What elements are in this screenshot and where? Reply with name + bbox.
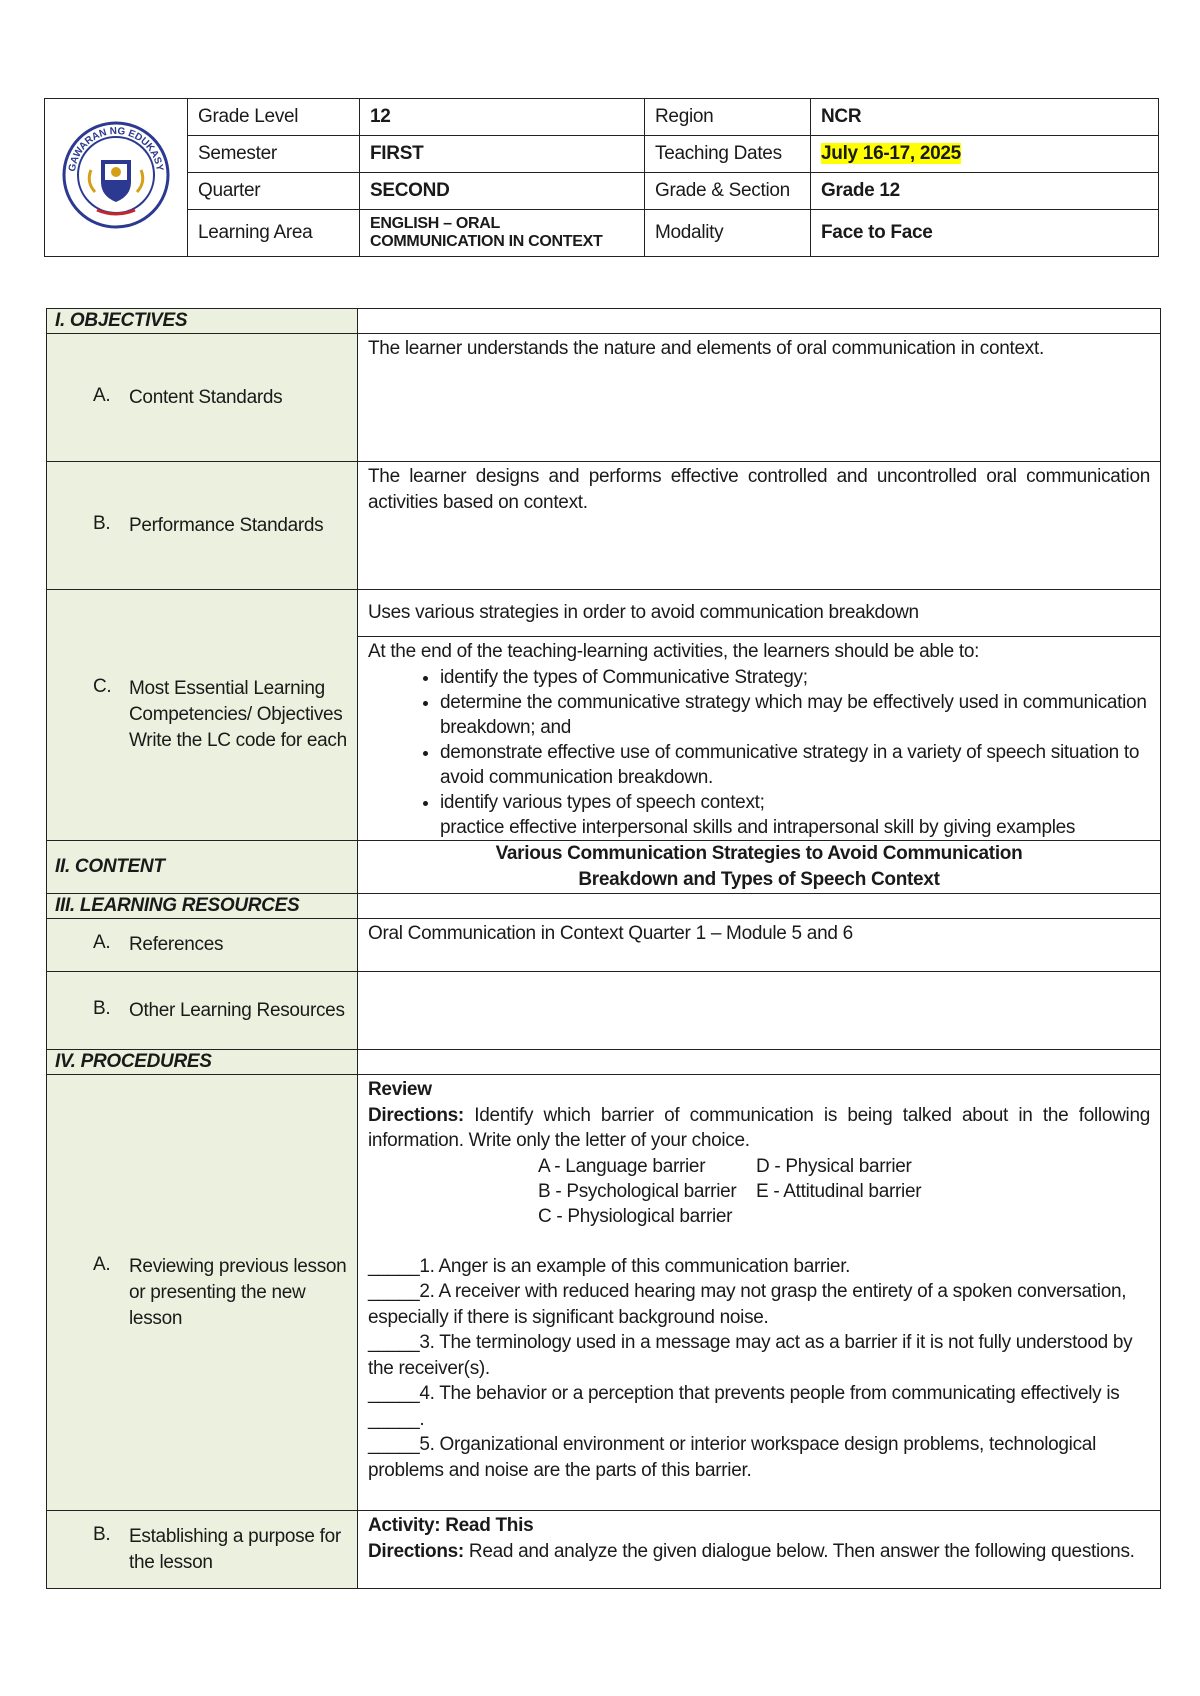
purpose-content bbox=[358, 1511, 1161, 1589]
grade-level-value: 12 bbox=[360, 99, 645, 136]
objectives-heading: I. OBJECTIVES bbox=[47, 309, 358, 334]
competencies-last-line: practice effective interpersonal skills and intrapersonal skill by giving examples bbox=[440, 817, 1076, 838]
content-standards-text: The learner understands the nature and elements of oral communication in context. bbox=[358, 334, 1161, 462]
competencies-objectives bbox=[358, 637, 1161, 841]
competencies-intro: At the end of the teaching-learning activities, the learners should be able to: bbox=[368, 641, 980, 662]
purpose-directions: Directions: Read and analyze the given dialogue below. Then answer the following questions. bbox=[368, 1541, 1135, 1562]
quarter-label: Quarter bbox=[188, 173, 360, 210]
content-title: Various Communication Strategies to Avoid Communication Breakdown and Types of Speech Context bbox=[358, 841, 1161, 894]
list-item: • identify the types of Communicative Strategy; bbox=[440, 665, 1150, 690]
purpose-title: Activity: Read This bbox=[368, 1515, 534, 1536]
references-text: Oral Communication in Context Quarter 1 – Module 5 and 6 bbox=[358, 919, 1161, 972]
competencies-bullets bbox=[368, 665, 1150, 815]
other-resources-label: B. Other Learning Resources bbox=[47, 972, 358, 1050]
learning-resources-heading: III. LEARNING RESOURCES bbox=[47, 894, 358, 919]
content-standards-label: A. Content Standards bbox=[47, 334, 358, 462]
list-item: • determine the communicative strategy which may be effectively used in communication breakdown; and bbox=[440, 690, 1150, 740]
references-label: A. References bbox=[47, 919, 358, 972]
review-choices: A - Language barrier D - Physical barrier B - Psychological barrier E - Attitudinal barrier C - Physiological barrier bbox=[538, 1155, 922, 1227]
review-item: _____3. The terminology used in a message may act as a barrier if it is not fully understood by the receiver(s). bbox=[368, 1332, 1133, 1379]
review-directions: Directions: Identify which barrier of communication is being talked about in the following information. Write only the letter of your choice. bbox=[368, 1104, 1150, 1151]
lesson-header-table bbox=[44, 98, 1159, 257]
semester-value: FIRST bbox=[360, 136, 645, 173]
lc-text: Uses various strategies in order to avoid communication breakdown bbox=[358, 590, 1161, 637]
review-item: _____1. Anger is an example of this communication barrier. bbox=[368, 1255, 851, 1277]
learning-area-label: Learning Area bbox=[188, 210, 360, 257]
review-label: A. Reviewing previous lesson or presenting the new lesson bbox=[47, 1075, 358, 1511]
review-item: _____5. Organizational environment or interior workspace design problems, technological problems and noise are the parts of this barrier. bbox=[368, 1434, 1096, 1481]
performance-standards-text: The learner designs and performs effective controlled and uncontrolled oral communication activities based on context. bbox=[358, 462, 1161, 590]
grade-section-value: Grade 12 bbox=[811, 173, 1159, 210]
learning-area-value: ENGLISH – ORAL COMMUNICATION IN CONTEXT bbox=[360, 210, 645, 257]
procedures-heading: IV. PROCEDURES bbox=[47, 1050, 358, 1075]
grade-section-label: Grade & Section bbox=[645, 173, 811, 210]
deped-seal-icon bbox=[61, 120, 171, 230]
semester-label: Semester bbox=[188, 136, 360, 173]
review-content bbox=[358, 1075, 1161, 1511]
teaching-dates-value: July 16-17, 2025 bbox=[821, 143, 961, 164]
lesson-plan-table bbox=[46, 308, 1161, 1589]
performance-standards-label: B. Performance Standards bbox=[47, 462, 358, 590]
logo-arc-text: GAWARAN NG EDUKASY bbox=[67, 125, 165, 172]
list-item: • demonstrate effective use of communicative strategy in a variety of speech situation to avoid communication breakdown. bbox=[440, 740, 1150, 790]
teaching-dates-label: Teaching Dates bbox=[645, 136, 811, 173]
region-value: NCR bbox=[811, 99, 1159, 136]
purpose-label: B. Establishing a purpose for the lesson bbox=[47, 1511, 358, 1589]
review-title: Review bbox=[368, 1079, 432, 1100]
modality-value: Face to Face bbox=[811, 210, 1159, 257]
grade-level-label: Grade Level bbox=[188, 99, 360, 136]
review-item: _____2. A receiver with reduced hearing may not grasp the entirety of a spoken conversation, especially if there is significant background noise. bbox=[368, 1281, 1127, 1328]
competencies-label: C. Most Essential Learning Competencies/ Objectives Write the LC code for each bbox=[47, 590, 358, 841]
quarter-value: SECOND bbox=[360, 173, 645, 210]
content-heading: II. CONTENT bbox=[47, 841, 358, 894]
deped-seal-logo bbox=[45, 99, 188, 257]
region-label: Region bbox=[645, 99, 811, 136]
list-item: • identify various types of speech context; bbox=[440, 790, 1150, 815]
modality-label: Modality bbox=[645, 210, 811, 257]
review-item: _____4. The behavior or a perception that prevents people from communicating effectively is _____. bbox=[368, 1383, 1120, 1430]
